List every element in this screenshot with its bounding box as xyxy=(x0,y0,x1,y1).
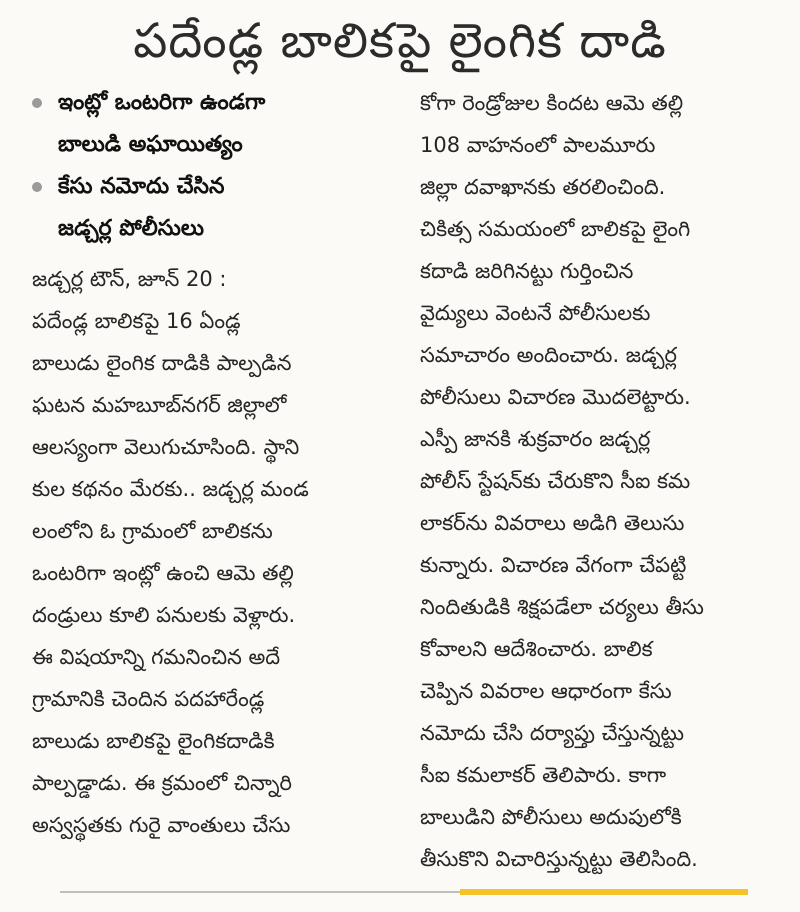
highlight-line: ఇంట్లో ఒంటరిగా ఉండగా xyxy=(58,90,266,115)
body-line: కున్నారు. విచారణ వేగంగా చేపట్టి xyxy=(420,553,687,577)
body-line: జడ్చర్ల టౌన్, జూన్ 20 : xyxy=(32,267,227,291)
body-line: చెప్పిన వివరాల ఆధారంగా కేసు xyxy=(420,679,672,703)
body-line: వైద్యులు వెంటనే పోలీసులకు xyxy=(420,301,651,325)
body-line: ఈ విషయాన్ని గమనించిన అదే xyxy=(32,645,281,669)
body-line: బాలుడు లైంగిక దాడికి పాల్పడిన xyxy=(32,351,292,375)
body-line: బాలుడిని పోలీసులు అదుపులోకి xyxy=(420,805,682,829)
bullet-icon xyxy=(32,182,42,192)
body-line: గ్రామానికి చెందిన పదహారేండ్ల xyxy=(32,687,265,711)
body-line: 108 వాహనంలో పాలమూరు xyxy=(420,133,656,157)
bullet-icon xyxy=(32,98,42,108)
right-column xyxy=(420,82,780,880)
headline: పదేండ్ల బాలికపై లైంగిక దాడి xyxy=(133,13,667,69)
body-line: అస్వస్థతకు గురై వాంతులు చేసు xyxy=(32,813,291,837)
body-line: పదేండ్ల బాలికపై 16 ఏండ్ల xyxy=(32,309,241,333)
body-line: సమాచారం అందించారు. జడ్చర్ల xyxy=(420,343,677,367)
highlights xyxy=(32,82,384,250)
body-line: పాల్పడ్డాడు. ఈ క్రమంలో చిన్నారి xyxy=(32,771,292,795)
body-line: జిల్లా దవాఖానకు తరలించింది. xyxy=(420,175,666,199)
highlight-line: జడ్చర్ల పోలీసులు xyxy=(58,216,205,241)
body-line: కుల కథనం మేరకు.. జడ్చర్ల మండ xyxy=(32,477,309,501)
body-line: సీఐ కమలాకర్ తెలిపారు. కాగా xyxy=(420,763,667,787)
footer-accent-rule xyxy=(460,889,748,895)
body-line: లంలోని ఓ గ్రామంలో బాలికను xyxy=(32,519,273,543)
body-line: ఆలస్యంగా వెలుగుచూసింది. స్థాని xyxy=(32,435,300,459)
body-line: కదాడి జరిగినట్టు గుర్తించిన xyxy=(420,259,634,283)
footer-rule xyxy=(60,891,460,893)
body-line: నమోదు చేసి దర్యాప్తు చేస్తున్నట్టు xyxy=(420,721,685,745)
highlight-line: కేసు నమోదు చేసిన xyxy=(58,174,225,199)
body-line: దండ్రులు కూలి పనులకు వెళ్లారు. xyxy=(32,603,296,627)
body-line: కోగా రెండ్రోజుల కిందట ఆమె తల్లి xyxy=(420,91,684,115)
body-line: ఘటన మహబూబ్‌నగర్ జిల్లాలో xyxy=(32,393,287,417)
body-line: నిందితుడికి శిక్షపడేలా చర్యలు తీసు xyxy=(420,595,704,619)
body-line: పోలీస్ స్టేషన్‌కు చేరుకొని సీఐ కమ xyxy=(420,469,691,493)
body-line: లాకర్‌ను వివరాలు అడిగి తెలుసు xyxy=(420,511,685,535)
highlight-item xyxy=(32,82,384,166)
body-line: ఎస్పీ జానకి శుక్రవారం జడ్చర్ల xyxy=(420,427,651,451)
body-line: బాలుడు బాలికపై లైంగికదాడికి xyxy=(32,729,275,753)
body-line: చికిత్స సమయంలో బాలికపై లైంగి xyxy=(420,217,691,241)
highlight-item xyxy=(32,166,384,250)
left-column xyxy=(32,82,384,846)
body-line: కోవాలని ఆదేశించారు. బాలిక xyxy=(420,637,653,661)
body-line: తీసుకొని విచారిస్తున్నట్టు తెలిసింది. xyxy=(420,847,698,871)
body-line: పోలీసులు విచారణ మొదలెట్టారు. xyxy=(420,385,691,409)
body-line: ఒంటరిగా ఇంట్లో ఉంచి ఆమె తల్లి xyxy=(32,561,294,585)
highlight-line: బాలుడి అఘాయిత్యం xyxy=(58,132,243,157)
left-body-text xyxy=(32,258,384,846)
